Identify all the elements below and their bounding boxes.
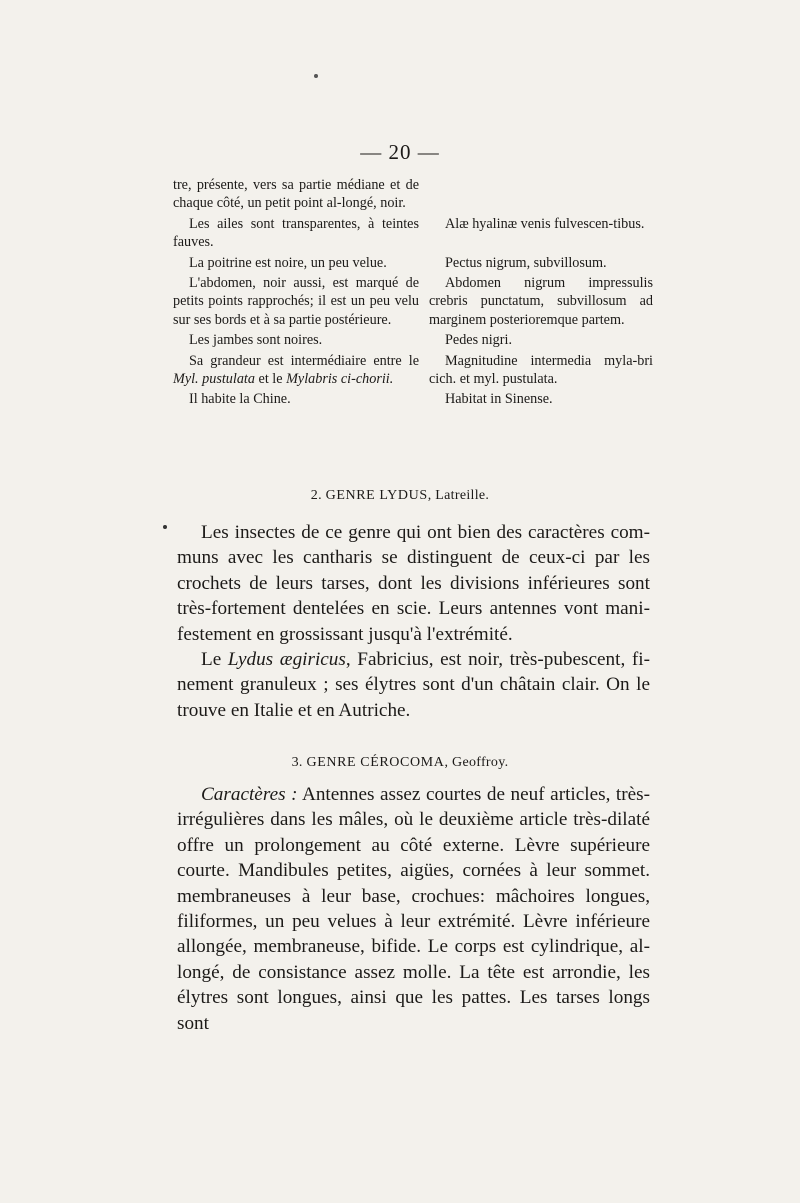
french-text: L'abdomen, noir aussi, est marqué de petits points rapprochés; il est un peu velu sur ses bords et à sa partie postérieure. (173, 275, 419, 328)
description-row (173, 215, 653, 252)
latin-text (429, 176, 653, 213)
lydus-text (177, 520, 650, 723)
latin-text: Pectus nigrum, subvillosum. (445, 254, 607, 271)
latin-text: Alæ hyalinæ venis fulvescen-tibus. (445, 215, 645, 232)
french-text: Il habite la Chine. (189, 391, 291, 408)
description-row (173, 352, 653, 389)
french-text-part: et le (254, 371, 287, 388)
section-heading-cerocoma (0, 755, 800, 771)
french-text-part: Sa grandeur est intermédiaire entre le (189, 352, 419, 369)
french-text (173, 352, 419, 389)
genus-author: , Latreille. (427, 488, 490, 503)
genus-name: GENRE LYDUS (325, 488, 428, 503)
genus-name: GENRE CÉROCOMA (306, 755, 445, 770)
french-text: Les jambes sont noires. (189, 332, 323, 349)
paragraph-part: , Fabricius, est noir, très-pubescent, fi-nement granuleux ; ses élytres sont d'un châtain clair. On le trouve en Italie et en Autriche. (177, 649, 650, 721)
heading-number: 2. (310, 488, 326, 503)
paragraph-part: Antennes assez courtes de neuf articles, très-irrégulières dans les mâles, où le deuxième article très-dilaté offre un prolongement au côté externe. Lèvre supérieure courte. Mandibules petites, aigües, cornées à leur sommet. membraneuses à leur base, crochues: mâchoires longues, filiformes, un peu velues à leur extrémité. Lèvre inférieure allongée, membraneuse, bifide. Le corps est cylindrique, al-longé, de consistance assez molle. La tête est arrondie, les élytres sont longues, ainsi que les pattes. Les tarses longs sont (177, 784, 650, 1034)
paragraph (177, 782, 650, 1036)
characters-label: Caractères : (201, 784, 298, 805)
paragraph: Les insectes de ce genre qui ont bien des caractères com-muns avec les cantharis se distinguent de ceux-ci par les crochets de leurs tarses, dont les divisions inférieures sont très-fortement dentelées en scie. Leurs antennes vont mani-festement en grossissant jusqu'à l'extrémité. (177, 522, 650, 645)
species-name: Lydus ægiricus (227, 649, 346, 671)
genus-author: , Geoffroy. (444, 755, 509, 770)
description-row (173, 176, 653, 213)
paragraph (177, 647, 650, 723)
description-row (173, 331, 653, 349)
french-text: La poitrine est noire, un peu velue. (189, 254, 387, 271)
heading-number: 3. (291, 755, 307, 770)
latin-text: Pedes nigri. (445, 332, 512, 349)
latin-text: Abdomen nigrum impressulis crebris punctatum, subvillosum ad marginem posterioremque partem. (429, 275, 653, 328)
bilingual-description (173, 176, 653, 411)
margin-mark (163, 525, 167, 529)
species-name: Mylabris ci-chorii. (286, 371, 394, 388)
page-number: — 20 — (360, 140, 440, 164)
section-heading-lydus (0, 488, 800, 504)
description-row (173, 254, 653, 272)
ink-speck (314, 74, 318, 78)
species-name: Myl. pustulata (173, 371, 255, 388)
french-text: tre, présente, vers sa partie médiane et de chaque côté, un petit point al-longé, noir. (173, 177, 419, 212)
description-row (173, 390, 653, 408)
description-row (173, 274, 653, 329)
paragraph-part: Le (201, 649, 228, 671)
latin-text: Habitat in Sinense. (445, 391, 553, 408)
latin-text: Magnitudine intermedia myla-bri cich. et myl. pustulata. (429, 352, 653, 388)
french-text: Les ailes sont transparentes, à teintes fauves. (173, 215, 419, 251)
cerocoma-text (177, 782, 650, 1036)
